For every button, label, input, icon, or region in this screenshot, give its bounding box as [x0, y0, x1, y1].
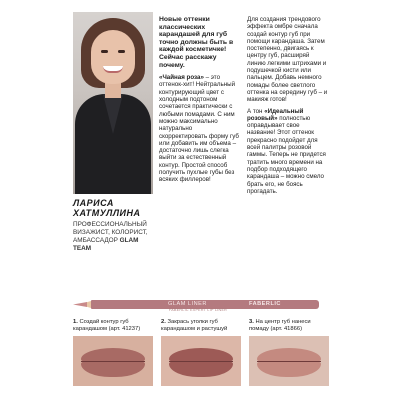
pencil-name: GLAM LINER [168, 301, 207, 307]
author-role [73, 221, 153, 253]
shade2-paragraph [247, 108, 329, 196]
photo-eye-left [101, 50, 108, 53]
photo-face [91, 30, 135, 84]
author-brand: GLAM TEAM [73, 237, 139, 252]
text-column-2 [247, 16, 329, 199]
pencil-subtitle: FABERLIC EXPERT LIP LINER [169, 308, 228, 312]
pencil-tip [73, 302, 87, 307]
pencil-brand: FABERLIC [249, 301, 281, 307]
upper-lip [257, 348, 321, 362]
photo-eye-right [118, 50, 125, 53]
shade1-paragraph [159, 74, 239, 183]
lips-photo-2 [161, 336, 241, 386]
step-2 [161, 319, 241, 386]
step-number: 2. [161, 319, 166, 325]
step-number: 3. [249, 319, 254, 325]
step-text: Создай контур губ карандашом (арт. 41237) [73, 319, 141, 332]
text-column-1 [159, 16, 239, 188]
lower-lip [169, 361, 233, 377]
lips-photo-1 [73, 336, 153, 386]
lower-lip [81, 361, 145, 377]
lip-line [257, 361, 321, 362]
ombre-paragraph: Для создания трендового эффекта омбре сначала создай контур губ при помощи карандаша. Затем постепенно, двигаясь к центру губ, расширяй линию легкими штрихами и подушечкой кисти или пальцем. Добавь немного помады более светлого оттенка на середину губ – и макияж готов! [247, 16, 328, 104]
author-block [73, 198, 153, 253]
lip-line [169, 361, 233, 362]
shade1-text: – это оттенок-хит! Нейтральный контурирующий цвет с холодным подтоном сочетается практически с любыми помадами. С ним можно максимально натурально скорректировать форму губ или добавить им объема – достаточно лишь слегка выйти за естественный контур. Простой способ получить пухлые губы без всяких филлеров! [159, 74, 239, 184]
step-1 [73, 319, 153, 386]
upper-lip [169, 348, 233, 362]
upper-lip [81, 348, 145, 362]
step-number: 1. [73, 319, 78, 325]
step-3 [249, 319, 329, 386]
lip-pencil-image [73, 299, 329, 310]
step-caption [73, 319, 153, 334]
step-caption [249, 319, 329, 334]
author-name-first: ЛАРИСА [73, 198, 114, 208]
step-caption [161, 319, 241, 334]
author-photo [73, 12, 153, 194]
step-text: Закрась уголки губ карандашом и растушуй [161, 319, 228, 332]
lead-paragraph: Новые оттенки классических карандашей для губ точно должны быть в каждой косметичке! Сейчас расскажу почему. [159, 16, 234, 69]
shade2-name: «Идеальный розовый» [247, 107, 304, 122]
article-page [73, 12, 329, 390]
lip-line [81, 361, 145, 362]
shade1-name: «Чайная роза» [159, 74, 204, 82]
shade2-text: полностью оправдывает свое название! Этот оттенок прекрасно подойдет для всей палитры розовой гаммы. Теперь не придется тратить много времени на подбор подходящего карандаша – можно смело брать его, не боясь прогадать. [247, 114, 326, 195]
lips-photo-3 [249, 336, 329, 386]
lower-lip [257, 361, 321, 377]
shade2-prefix: А тон [247, 107, 265, 115]
photo-neck [105, 82, 121, 98]
author-name-last: ХАТМУЛЛИНА [73, 208, 141, 218]
author-role-text: ПРОФЕССИОНАЛЬНЫЙ ВИЗАЖИСТ, КОЛОРИСТ, АМБАССАДОР [73, 221, 148, 244]
step-text: На центр губ нанеси помаду (арт. 41866) [249, 319, 311, 332]
